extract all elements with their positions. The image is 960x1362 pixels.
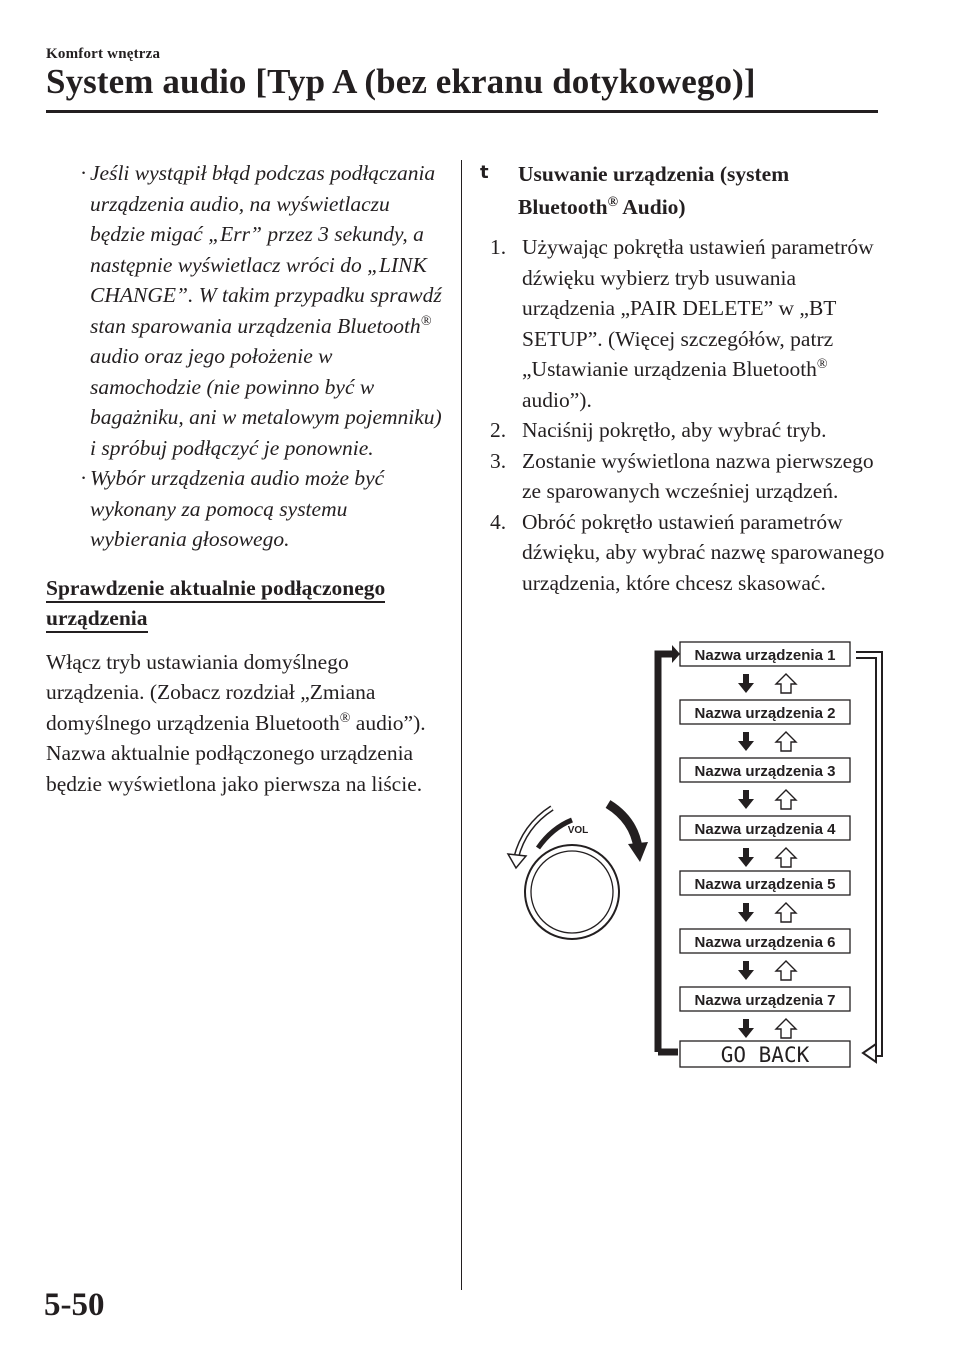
arrow-down-icon: [738, 674, 754, 693]
device-name: Nazwa urządzenia 2: [694, 705, 836, 722]
step-text: Naciśnij pokrętło, aby wybrać tryb.: [522, 418, 827, 442]
arrow-down-icon: [738, 848, 754, 867]
device-name: Nazwa urządzenia 5: [694, 876, 836, 893]
note-text: Wybór urządzenia audio może być wykonany za pomocą systemu wybierania głosowego.: [90, 466, 385, 551]
device-name: Nazwa urządzenia 6: [694, 934, 836, 951]
loop-right-inner: [856, 658, 876, 1050]
step-number: 4.: [490, 509, 507, 534]
arrow-down-icon: [738, 790, 754, 809]
note-item: [46, 158, 446, 463]
steps-list: [480, 232, 890, 598]
device-name: Nazwa urządzenia 4: [694, 821, 836, 838]
loop-right-arrowhead-icon: [863, 1044, 876, 1062]
step-text-cont: audio”).: [522, 387, 592, 412]
step-item: [480, 446, 890, 507]
para-text-2: Nazwa aktualnie podłączonego urządzenia będzie wyświetlona jako pierwsza na liście.: [46, 741, 423, 796]
body-paragraph: [46, 647, 446, 800]
page-title: System audio [Typ A (bez ekranu dotykowego)]: [46, 62, 756, 101]
registered-mark: ®: [420, 313, 432, 329]
device-name: Nazwa urządzenia 3: [694, 763, 836, 780]
registered-mark: ®: [339, 710, 351, 726]
right-heading: [518, 158, 888, 224]
go-back-label: GO BACK: [720, 1043, 810, 1067]
arrow-up-icon: [776, 1019, 796, 1038]
rotate-ccw-arrowhead-icon: [508, 854, 526, 868]
step-item: [480, 507, 890, 599]
arrow-down-icon: [738, 961, 754, 980]
rotate-ccw-arrow-icon: [516, 808, 552, 858]
column-divider: [461, 160, 462, 1290]
right-heading-line-2: Bluetooth: [518, 195, 608, 219]
arrow-up-icon: [776, 790, 796, 809]
rotate-cw-arrowhead-icon: [628, 842, 648, 862]
arrow-up-icon: [776, 732, 796, 751]
rotate-cw-arrow-icon: [608, 804, 638, 848]
vol-knob-outer: [525, 845, 619, 939]
left-column: [46, 158, 446, 799]
note-list: [46, 158, 446, 555]
note-text-cont: audio oraz jego położenie w samochodzie (nie powinno być w bagażniku, ani w metalowym pojemniku) i spróbuj podłączyć je ponownie.: [90, 344, 442, 460]
loop-left-bracket: [658, 654, 672, 1052]
note-text: Jeśli wystąpił błąd podczas podłączania urządzenia audio, na wyświetlaczu będzie migać „Err” przez 3 sekundy, a następnie wyświetlacz wróci do „LINK CHANGE”. W takim przypadku sprawdź stan sparowania urządzenia Bluetooth: [90, 161, 442, 338]
right-heading-line-2-cont: Audio): [618, 195, 686, 219]
step-number: 2.: [490, 418, 507, 442]
sub-heading-line-1: Sprawdzenie aktualnie podłączonego: [46, 576, 385, 603]
arrow-up-icon: [776, 674, 796, 693]
para-text-cont: audio”).: [350, 710, 426, 735]
arrow-down-icon: [738, 1019, 754, 1038]
sub-heading-line-2: urządzenia: [46, 606, 148, 633]
note-item: [46, 463, 446, 555]
device-list-diagram: [500, 630, 910, 1080]
step-number: 3.: [490, 448, 507, 473]
device-name: Nazwa urządzenia 1: [694, 647, 836, 664]
device-name: Nazwa urządzenia 7: [694, 992, 836, 1009]
arrow-down-icon: [738, 732, 754, 751]
vol-label: VOL: [567, 825, 589, 836]
arrow-up-icon: [776, 961, 796, 980]
bullet: ·: [80, 161, 88, 185]
page-number: 5-50: [44, 1287, 105, 1323]
registered-mark: ®: [607, 194, 619, 210]
right-heading-line-1: Usuwanie urządzenia (system: [518, 162, 790, 186]
arrow-up-icon: [776, 848, 796, 867]
step-number: 1.: [490, 235, 507, 259]
section-marker: t: [480, 162, 489, 183]
step-text: Zostanie wyświetlona nazwa pierwszego ze sparowanych wcześniej urządzeń.: [522, 448, 874, 503]
title-rule: [46, 110, 878, 113]
sub-heading: [46, 573, 446, 633]
vol-knob-inner: [531, 851, 613, 933]
step-text: Używając pokrętła ustawień parametrów dźwięku wybierz tryb usuwania urządzenia „PAIR DELETE” w „BT SETUP”. (Więcej szczegółów, patrz „Ustawianie urządzenia Bluetooth: [522, 235, 874, 381]
loop-left-arrowhead-icon: [672, 645, 680, 663]
loop-right-bracket: [856, 652, 882, 1056]
registered-mark: ®: [816, 356, 828, 372]
arrow-up-icon: [776, 903, 796, 922]
section-label: Komfort wnętrza: [46, 46, 161, 62]
arrow-down-icon: [738, 903, 754, 922]
para-text: Włącz tryb ustawiania domyślnego urządzenia. (Zobacz rozdział „Zmiana domyślnego urządzenia Bluetooth: [46, 649, 376, 735]
step-item: [480, 415, 890, 446]
step-item: [480, 232, 890, 415]
bullet: ·: [80, 466, 88, 490]
step-text: Obróć pokrętło ustawień parametrów dźwięku, aby wybrać nazwę sparowanego urządzenia, które chcesz skasować.: [522, 509, 885, 595]
diagram-svg: [500, 630, 910, 1080]
